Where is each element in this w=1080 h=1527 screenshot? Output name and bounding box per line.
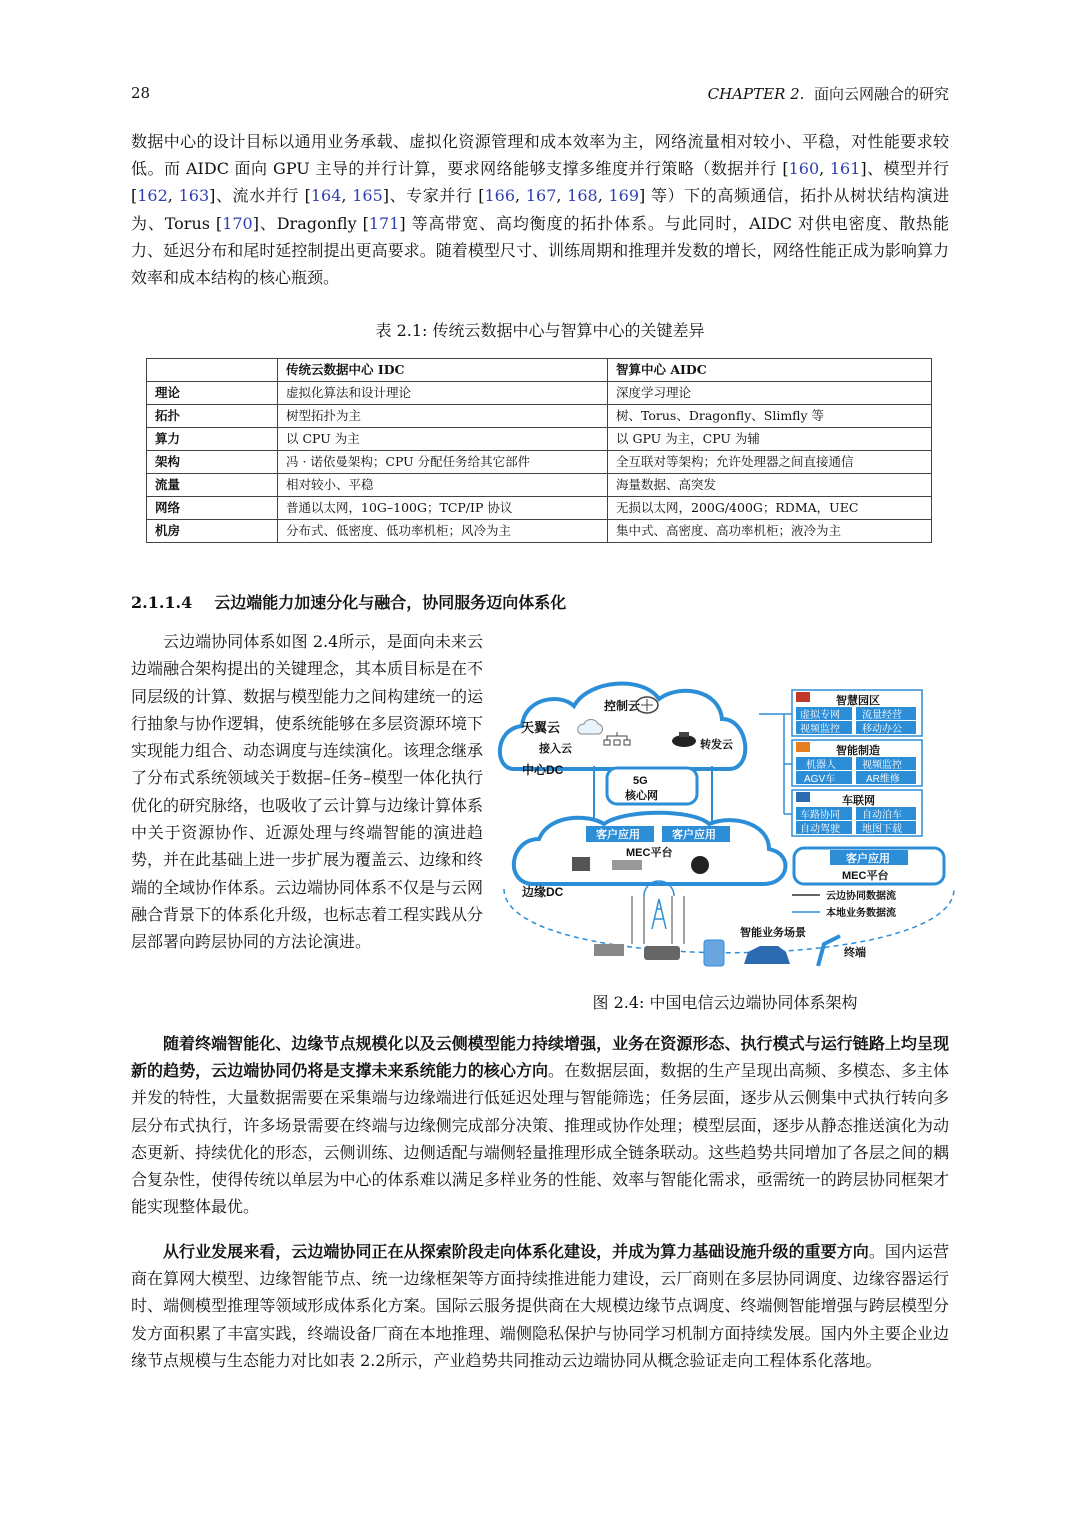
citation-link[interactable]: 164 [310, 186, 342, 206]
table-row [147, 474, 932, 497]
figure-caption: 图 2.4: 中国电信云边端协同体系架构 [592, 993, 858, 1012]
table-cell: 集中式、高密度、高功率机柜；液冷为主 [608, 520, 932, 543]
table-cell: 树、Torus、Dragonfly、Slimfly 等 [608, 405, 932, 428]
section-title: 云边端能力加速分化与融合，协同服务迈向体系化 [214, 593, 567, 612]
table-row [147, 428, 932, 451]
table-cell: 以 CPU 为主 [278, 428, 608, 451]
table-row [147, 405, 932, 428]
label: 中心DC [522, 763, 564, 777]
antenna-tower-icon [644, 881, 674, 929]
label: 客户应用 [846, 853, 890, 865]
table-row-label: 拓扑 [147, 405, 278, 428]
table-row [147, 382, 932, 405]
label: 核心网 [625, 790, 658, 802]
label: 车路协同 [800, 810, 840, 821]
table-header-cell [147, 359, 278, 382]
comparison-table [146, 358, 932, 543]
citation-link[interactable]: 165 [352, 186, 383, 206]
citation-link[interactable]: 169 [608, 186, 640, 206]
label: 自动驾驶 [800, 824, 840, 835]
section-heading [131, 590, 566, 613]
car-icon [744, 946, 790, 964]
label: 移动办公 [862, 724, 902, 735]
link-line [759, 714, 792, 814]
phone-icon [704, 940, 724, 966]
table-cell: 普通以太网，10G–100G；TCP/IP 协议 [278, 497, 608, 520]
table-caption: 表 2.1: 传统云数据中心与智算中心的关键差异 [375, 321, 705, 340]
citation-link[interactable]: 163 [178, 186, 210, 206]
chip-icon [572, 857, 590, 871]
table-cell: 相对较小、平稳 [278, 474, 608, 497]
label: 边缘DC [522, 885, 564, 899]
label: 云边协同数据流 [826, 891, 896, 902]
label: 地图下载 [862, 824, 902, 835]
bold-lead: 从行业发展来看，云边端协同正在从探索阶段走向体系化建设，并成为算力基础设施升级的重要方向 [163, 1242, 869, 1261]
page-number: 28 [131, 84, 151, 102]
label: 5G [633, 775, 648, 787]
paragraph-wrapped: 云边端协同体系如图 2.4所示，是面向未来云边端融合架构提出的关键理念，其本质目标是在不同层级的计算、数据与模型能力之间构建统一的运行抽象与协作逻辑，使系统能够在多层资源环境下实现能力组合、动态调度与连续演化。该理念继承了分布式系统领域关于数据–任务–模型一体化执行优化的研究脉络，也吸收了云计算与边缘计算体系中关于资源协作、近源处理与终端智能的演进趋势，并在此基础上进一步扩展为覆盖云、边缘和终端的全域协作体系。云边端协同体系不仅是与云网融合背景下的体系化升级，也标志着工程实践从分层部署向跨层协同的方法论演进。 [131, 632, 484, 952]
label: 机器人 [806, 760, 836, 771]
table-row-label: 网络 [147, 497, 278, 520]
factory-icon [796, 742, 810, 752]
label: MEC平台 [626, 847, 673, 859]
label: 本地业务数据流 [826, 908, 896, 919]
service-panel-iov [792, 790, 922, 836]
label: 客户应用 [596, 829, 640, 841]
label: 视频监控 [862, 760, 902, 771]
gear-icon [691, 856, 709, 874]
label: 流量经营 [862, 710, 902, 721]
paragraph-intro: 数据中心的设计目标以通用业务承载、虚拟化资源管理和成本效率为主，网络流量相对较小、平稳，对性能要求较低。而 AIDC 面向 GPU 主导的并行计算，要求网络能够支撑多维度并行策略（数据并行 [160, 161]、模型并行 [162, 163]、流水并行 [164, 165]、专家并行 [166, 167, 168, 169] 等）下的高频通信，拓扑从树状结构演进为、Torus [170]、Dragonfly [171] 等高带宽、高均衡度的拓扑体系。与此同时，AIDC 对供电密度、散热能力、延迟分布和尾时延控制提出更高要求。随着模型尺寸、训练周期和推理并发数的增长，网络性能正成为影响算力效率和成本结构的核心瓶颈。 [131, 132, 950, 288]
label: 控制云 [604, 699, 641, 713]
server-icon [612, 860, 642, 870]
label: 自动泊车 [862, 810, 902, 821]
citation-link[interactable]: 166 [484, 186, 516, 206]
label: 转发云 [700, 739, 733, 751]
citation-link[interactable]: 170 [222, 213, 253, 233]
bold-lead: 随着终端智能化、边缘节点规模化以及云侧模型能力持续增强，业务在资源形态、执行模式与运行链路上均呈现新的趋势，云边端协同仍将是支撑未来系统能力的核心方向 [131, 1034, 949, 1081]
table-row-label: 算力 [147, 428, 278, 451]
label: 天翼云 [521, 720, 561, 735]
table-header-cell: 智算中心 AIDC [608, 359, 932, 382]
table-cell: 树型拓扑为主 [278, 405, 608, 428]
camera-icon [594, 944, 624, 956]
label: 虚拟专网 [800, 710, 840, 721]
citation-link[interactable]: 171 [368, 213, 400, 233]
table-cell: 全互联对等架构；允许处理器之间直接通信 [608, 451, 932, 474]
building-icon [796, 692, 810, 702]
citation-link[interactable]: 162 [137, 186, 168, 206]
label: AGV车 [804, 774, 836, 785]
label: 智能业务场景 [740, 927, 806, 939]
car-small-icon [796, 792, 810, 802]
label: 接入云 [539, 743, 572, 755]
label: 智能制造 [836, 745, 880, 757]
paragraph-trends: 随着终端智能化、边缘节点规模化以及云侧模型能力持续增强，业务在资源形态、执行模式与运行链路上均呈现新的趋势，云边端协同仍将是支撑未来系统能力的核心方向。在数据层面，数据的生产呈现出高频、多模态、多主体并发的特性，大量数据需要在采集端与边缘端进行低延迟处理与智能筛选；任务层面，逐步从云侧集中式执行转向多层分布式执行，许多场景需要在终端与边缘侧完成部分决策、推理或协作处理；模型层面，逐步从静态推送演化为动态更新、持续优化的形态，云侧训练、边侧适配与端侧轻量推理形成全链条联动。这些趋势共同增加了各层之间的耦合复杂性，使得传统以单层为中心的体系难以满足多样业务的性能、效率与智能化需求，亟需统一的跨层协同框架才能实现整体最优。 [131, 1034, 949, 1217]
chapter-title: 面向云网融合的研究 [813, 84, 949, 103]
architecture-figure [494, 674, 956, 984]
label: 智慧园区 [836, 695, 880, 707]
table-row-label: 流量 [147, 474, 278, 497]
citation-link[interactable]: 161 [829, 159, 861, 179]
table-row-label: 架构 [147, 451, 278, 474]
label: MEC平台 [842, 870, 889, 882]
service-panel-manufacturing [792, 740, 922, 786]
page-header [131, 80, 949, 106]
vr-headset-icon [644, 946, 680, 960]
citation-link[interactable]: 160 [788, 159, 820, 179]
table-cell: 分布式、低密度、低功率机柜；风冷为主 [278, 520, 608, 543]
table-row [147, 451, 932, 474]
citation-link[interactable]: 168 [567, 186, 598, 206]
table-header-cell: 传统云数据中心 IDC [278, 359, 608, 382]
service-panel-park [792, 690, 922, 736]
table-header-row [147, 359, 932, 382]
table-cell: 以 GPU 为主，CPU 为辅 [608, 428, 932, 451]
robot-arm-icon [818, 936, 840, 966]
table-cell: 虚拟化算法和设计理论 [278, 382, 608, 405]
paragraph-industry: 从行业发展来看，云边端协同正在从探索阶段走向体系化建设，并成为算力基础设施升级的重要方向。国内运营商在算网大模型、边缘智能节点、统一边缘框架等方面持续推进能力建设，云厂商则在多层协同调度、边缘容器运行时、端侧模型推理等领域形成体系化方案。国际云服务提供商在大规模边缘节点调度、终端侧智能增强与跨层模型分发方面积累了丰富实践，终端设备厂商在本地推理、端侧隐私保护与协同学习机制方面持续发展。国内外主要企业边缘节点规模与生态能力对比如表 2.2所示，产业趋势共同推动云边端协同从概念验证走向工程体系化落地。 [131, 1242, 949, 1370]
citation-link[interactable]: 167 [525, 186, 557, 206]
table-cell: 冯 · 诺依曼架构；CPU 分配任务给其它部件 [278, 451, 608, 474]
section-number: 2.1.1.4 [131, 593, 193, 612]
table-row [147, 520, 932, 543]
label: 客户应用 [672, 829, 716, 841]
label: 视频监控 [800, 724, 840, 735]
running-title [708, 83, 949, 104]
table-row [147, 497, 932, 520]
label: AR维修 [866, 774, 900, 785]
table-cell: 海量数据、高突发 [608, 474, 932, 497]
table-cell: 无损以太网，200G/400G；RDMA，UEC [608, 497, 932, 520]
chapter-label: CHAPTER 2. [707, 84, 805, 103]
label: 终端 [844, 947, 866, 959]
table-row-label: 理论 [147, 382, 278, 405]
table-row-label: 机房 [147, 520, 278, 543]
label: 车联网 [842, 795, 875, 807]
table-cell: 深度学习理论 [608, 382, 932, 405]
